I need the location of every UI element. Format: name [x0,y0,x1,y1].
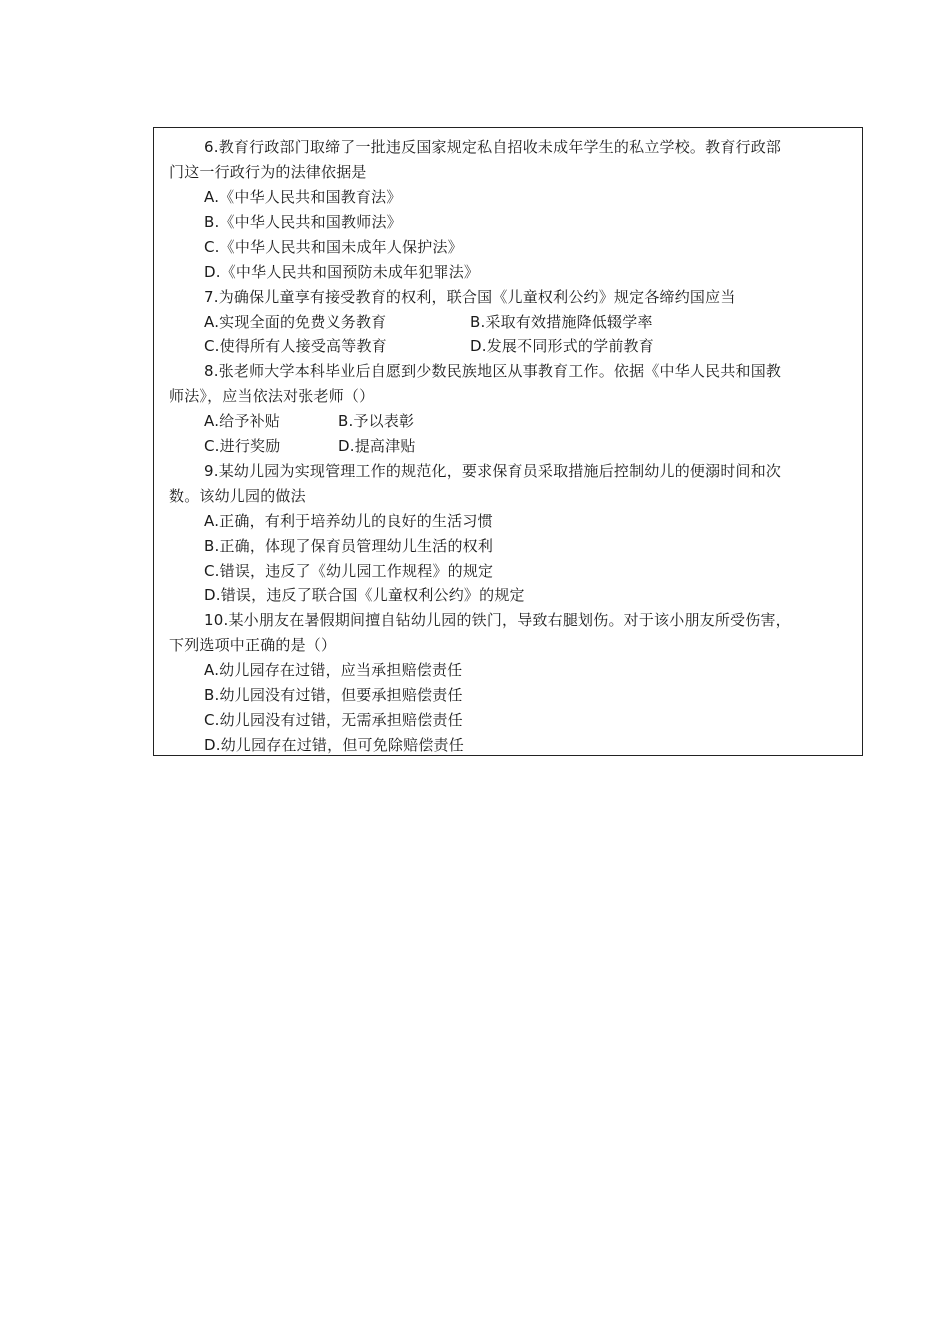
question-6-option-c: C.《中华人民共和国未成年人保护法》 [204,238,463,256]
question-10-option-b: B.幼儿园没有过错，但要承担赔偿责任 [204,686,463,704]
question-8-option-b: B.予以表彰 [338,412,415,430]
question-9-option-a: A.正确，有利于培养幼儿的良好的生活习惯 [204,512,493,530]
question-10-option-c: C.幼儿园没有过错，无需承担赔偿责任 [204,711,463,729]
question-9-option-c: C.错误，违反了《幼儿园工作规程》的规定 [204,562,494,580]
question-8-stem-line-1: 8.张老师大学本科毕业后自愿到少数民族地区从事教育工作。依据《中华人民共和国教 [204,362,782,380]
question-8-option-c: C.进行奖励 [204,437,281,455]
question-8-option-a: A.给予补贴 [204,412,280,430]
question-6-option-d: D.《中华人民共和国预防未成年犯罪法》 [204,263,480,281]
question-10-stem-line-1: 10.某小朋友在暑假期间擅自钻幼儿园的铁门，导致右腿划伤。对于该小朋友所受伤害， [204,611,791,629]
question-10-option-d: D.幼儿园存在过错，但可免除赔偿责任 [204,736,464,754]
question-7-option-d: D.发展不同形式的学前教育 [470,337,654,355]
question-8-option-d: D.提高津贴 [338,437,416,455]
question-7-option-a: A.实现全面的免费义务教育 [204,313,387,331]
question-9-option-d: D.错误，违反了联合国《儿童权利公约》的规定 [204,586,525,604]
question-7-stem-line-1: 7.为确保儿童享有接受教育的权利，联合国《儿童权利公约》规定各缔约国应当 [204,288,736,306]
question-7-option-c: C.使得所有人接受高等教育 [204,337,387,355]
question-6-stem-line-1: 6.教育行政部门取缔了一批违反国家规定私自招收未成年学生的私立学校。教育行政部 [204,138,782,156]
question-6-stem-line-2: 门这一行政行为的法律依据是 [169,163,367,181]
question-9-stem-line-2: 数。该幼儿园的做法 [169,487,306,505]
question-6-option-a: A.《中华人民共和国教育法》 [204,188,402,206]
question-8-stem-line-2: 师法》，应当依法对张老师（） [169,387,375,405]
question-10-option-a: A.幼儿园存在过错，应当承担赔偿责任 [204,661,463,679]
question-box [153,127,863,756]
question-10-stem-line-2: 下列选项中正确的是（） [169,636,337,654]
question-7-option-b: B.采取有效措施降低辍学率 [470,313,653,331]
question-6-option-b: B.《中华人民共和国教师法》 [204,213,402,231]
question-9-option-b: B.正确，体现了保育员管理幼儿生活的权利 [204,537,494,555]
question-9-stem-line-1: 9.某幼儿园为实现管理工作的规范化，要求保育员采取措施后控制幼儿的便溺时间和次 [204,462,782,480]
